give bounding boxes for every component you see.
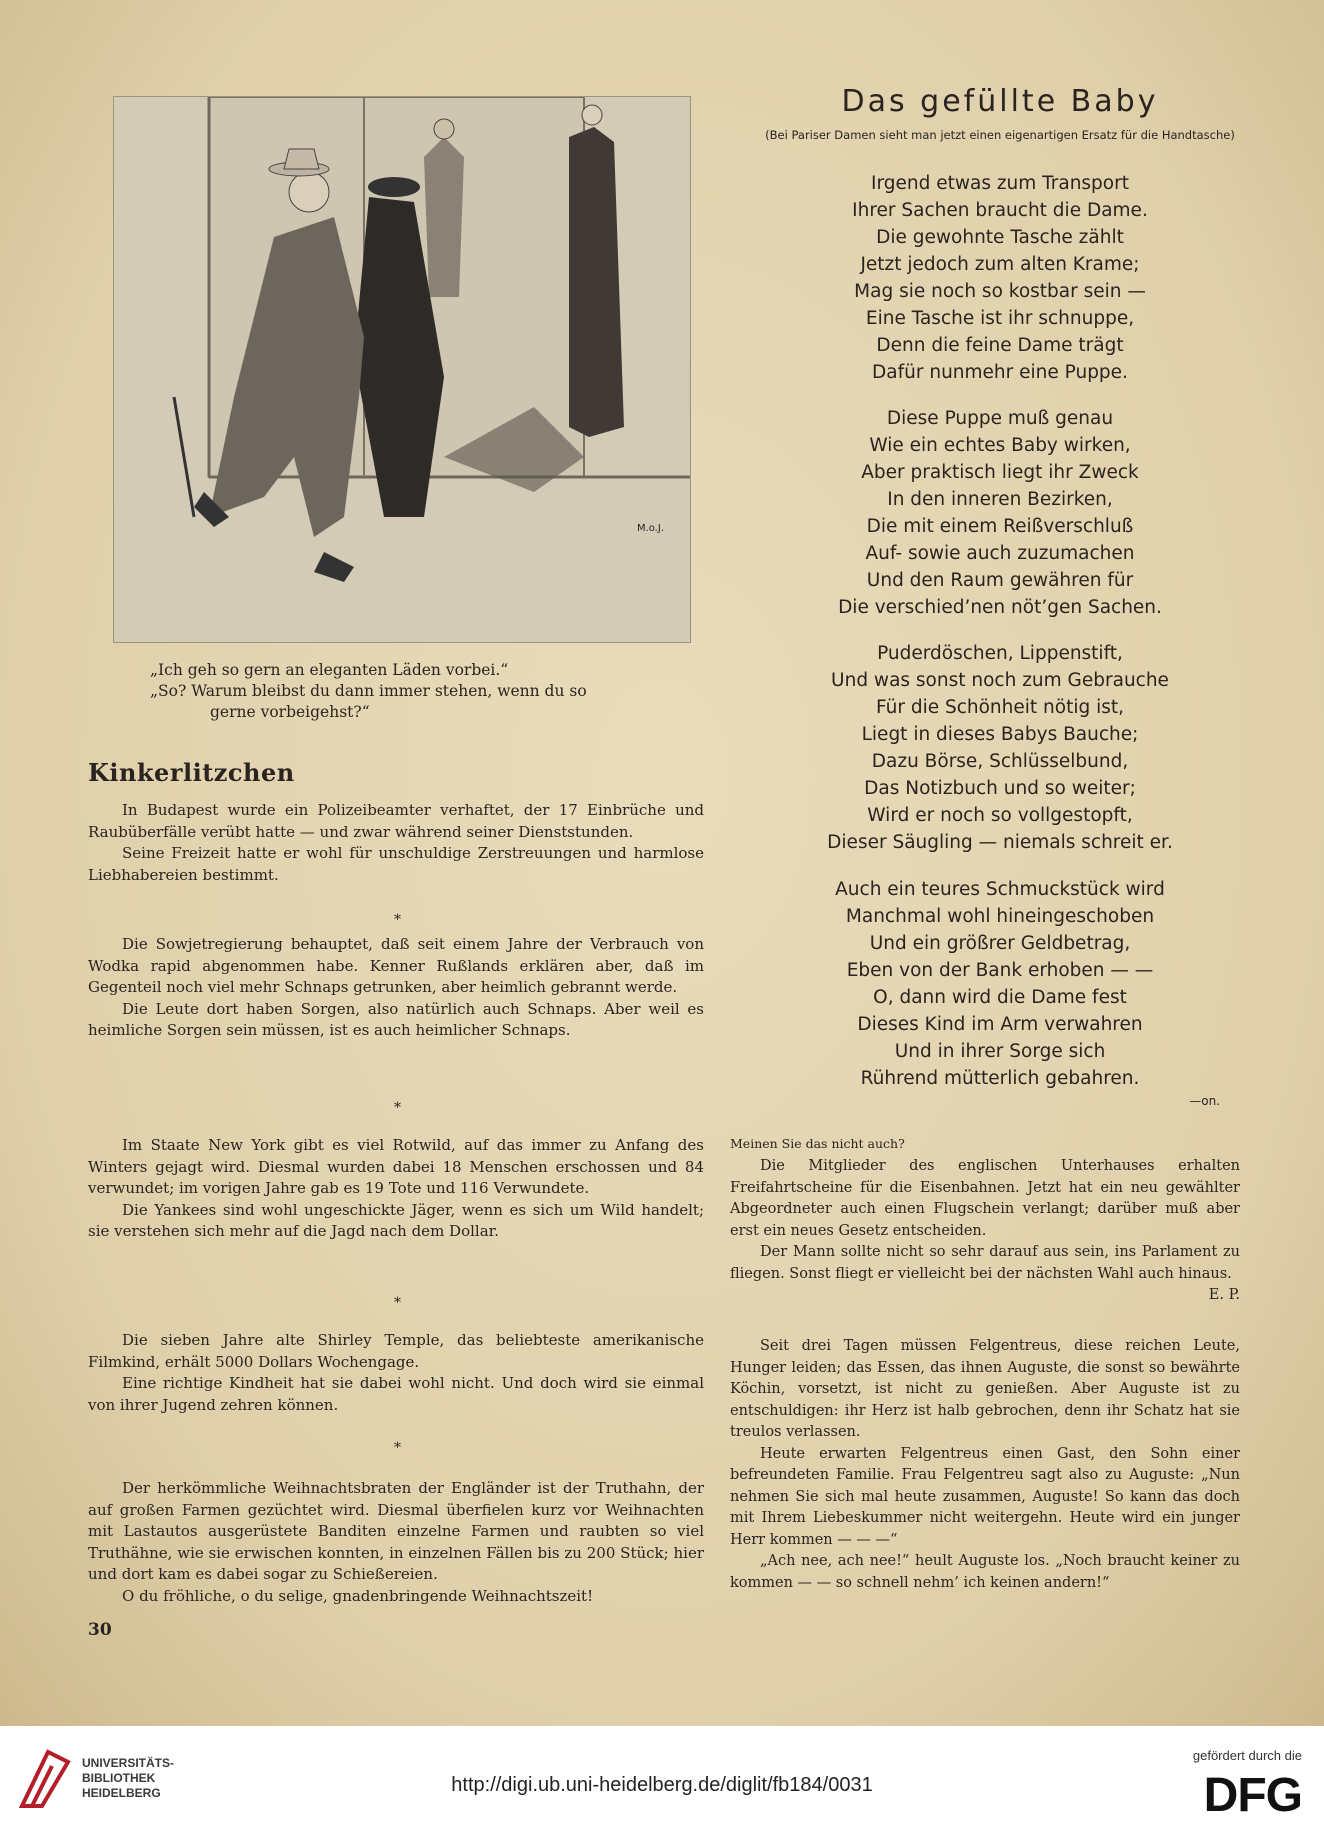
poem-line: O, dann wird die Dame fest — [873, 987, 1127, 1008]
poem-line: Irgend etwas zum Transport — [871, 173, 1129, 194]
paragraph: Die Mitglieder des englischen Unterhauses erhalten Freifahrtscheine für die Eisenbahnen. Jetzt hat ein neu gewählter Abgeordneter auch einen Flugschein verlangt; darüber muß aber erst ein neues Gesetz entscheiden. — [730, 1158, 1240, 1239]
text-block-wodka — [88, 934, 704, 1042]
poem-title: Das gefüllte Baby — [841, 84, 1159, 119]
paragraph: Im Staate New York gibt es viel Rotwild, auf das immer zu Anfang des Winters gejagt wird. Diesmal wurden dabei 18 Menschen erschossen und 84 verwundet; im vorigen Jahre gab es 19 Tote und 116 Verwundete. — [88, 1136, 704, 1197]
poem-line: Für die Schönheit nötig ist, — [875, 697, 1125, 718]
separator-star: * — [394, 1295, 401, 1311]
paragraph: Seine Freizeit hatte er wohl für unschuldige Zerstreuungen und harmlose Liebhabereien bestimmt. — [88, 844, 704, 884]
poem-line: Denn die feine Dame trägt — [876, 335, 1124, 356]
poem-line: In den inneren Bezirken, — [887, 489, 1113, 510]
section-heading: Kinkerlitzchen — [88, 758, 295, 787]
poem-line: Wird er noch so vollgestopft, — [867, 805, 1133, 826]
poem-line: Dieses Kind im Arm verwahren — [857, 1014, 1143, 1035]
poem-stanza-2 — [760, 405, 1240, 621]
library-name-line: HEIDELBERG — [82, 1786, 161, 1800]
poem-line: Mag sie noch so kostbar sein — — [854, 281, 1146, 302]
text-block-felgentreus — [730, 1336, 1240, 1594]
text-block-budapest — [88, 800, 704, 886]
page-number: 30 — [88, 1620, 112, 1640]
poem-stanza-1 — [760, 170, 1240, 386]
text-block-truthahn — [88, 1478, 704, 1607]
paragraph: Der Mann sollte nicht so sehr darauf aus sein, ins Parlament zu fliegen. Sonst fliegt er vielleicht bei der nächsten Wahl auch hinaus. — [730, 1244, 1240, 1282]
text-block-rotwild — [88, 1135, 704, 1243]
poem-stanza-3 — [760, 640, 1240, 856]
separator-star: * — [394, 1440, 401, 1456]
poem-line: Dafür nunmehr eine Puppe. — [872, 362, 1128, 383]
poem-line: Das Notizbuch und so weiter; — [864, 778, 1136, 799]
paragraph: Heute erwarten Felgentreus einen Gast, den Sohn einer befreundeten Familie. Frau Felgentreu sagt also zu Auguste: „Nun nehmen Sie sich mal heute zusammen, Auguste! So kann das doch mit Ihrem Liebeskummer nicht weitergehn. Heute wird ein junger Herr kommen — — —“ — [730, 1445, 1240, 1548]
poem-line: Puderdöschen, Lippenstift, — [877, 643, 1123, 664]
text-block-unterhaus — [730, 1156, 1240, 1307]
illustration — [113, 96, 691, 643]
poem-stanza-4 — [760, 876, 1240, 1092]
poem-line: Ihrer Sachen braucht die Dame. — [852, 200, 1148, 221]
paragraph: Die Yankees sind wohl ungeschickte Jäger, wenn es sich um Wild handelt; sie verstehen sich mehr auf die Jagd nach dem Dollar. — [88, 1200, 704, 1240]
poem-line: Dazu Börse, Schlüsselbund, — [871, 751, 1129, 772]
poem-line: Eine Tasche ist ihr schnuppe, — [865, 308, 1135, 329]
poem-line: Und den Raum gewähren für — [866, 570, 1134, 591]
poem-line: Die verschied’nen nöt’gen Sachen. — [838, 597, 1162, 618]
author-signature: E. P. — [1208, 1287, 1240, 1303]
paragraph: In Budapest wurde ein Polizeibeamter verhaftet, der 17 Einbrüche und Raubüberfälle verübt hatte — und zwar während seiner Dienststunden. — [88, 801, 704, 841]
text-block-shirley — [88, 1330, 704, 1416]
illustration-caption — [150, 660, 660, 723]
poem-line: Manchmal wohl hineingeschoben — [845, 906, 1155, 927]
poem-line: Dieser Säugling — niemals schreit er. — [827, 832, 1173, 853]
paragraph: Seit drei Tagen müssen Felgentreus, diese reichen Leute, Hunger leiden; das Essen, das ihnen Auguste, die sonst so bewährte Köchin, vorsetzt, ist nicht zu genießen. Aber Auguste ist zu entschuldigen: ihr Herz ist halb gebrochen, denn ihr Schatz hat sie treulos verlassen. — [730, 1338, 1240, 1440]
illustration-drawing — [114, 97, 690, 642]
poem-line: Wie ein echtes Baby wirken, — [869, 435, 1131, 456]
poem-line: Eben von der Bank erhoben — — — [846, 960, 1154, 981]
poem-line: Auch ein teures Schmuckstück wird — [835, 879, 1165, 900]
poem-line: Und in ihrer Sorge sich — [894, 1041, 1106, 1062]
poem-line: Aber praktisch liegt ihr Zweck — [861, 462, 1139, 483]
caption-line-3: gerne vorbeigehst?“ — [210, 703, 370, 721]
paragraph: Die Sowjetregierung behauptet, daß seit einem Jahre der Verbrauch von Wodka rapid abgenommen habe. Kenner Rußlands erklären aber, daß im Gegenteil noch viel mehr Schnaps getrunken, aber heimlich gebrannt werde. — [88, 935, 704, 996]
illustration-signature: M.o.J. — [636, 523, 664, 534]
footer-bar — [0, 1726, 1324, 1833]
caption-line-2: „So? Warum bleibst du dann immer stehen, wenn du so — [150, 682, 587, 700]
paragraph: Der herkömmliche Weihnachtsbraten der Engländer ist der Truthahn, der auf großen Farmen gezüchtet wird. Diesmal überfielen kurz vor Weihnachten mit Lastautos ausgerüstete Banditen einzelne Farmen und raubten so viel Truthähne, wie sie erwischen konnten, in einzelnen Fällen bis zu 200 Stück; hier und dort kam es dabei sogar zu Schießereien. — [88, 1479, 704, 1583]
separator-star: * — [394, 1100, 401, 1116]
caption-line-1: „Ich geh so gern an eleganten Läden vorbei.“ — [150, 661, 509, 679]
library-name-line: UNIVERSITÄTS- — [82, 1756, 175, 1770]
poem-line: Und ein größrer Geldbetrag, — [869, 933, 1131, 954]
separator-star: * — [394, 912, 401, 928]
paragraph: Die sieben Jahre alte Shirley Temple, das beliebteste amerikanische Filmkind, erhält 5000 Dollars Wochengage. — [88, 1331, 704, 1371]
poem-line: Die mit einem Reißverschluß — [866, 516, 1134, 537]
paragraph: Eine richtige Kindheit hat sie dabei wohl nicht. Und doch wird sie einmal von ihrer Jugend zehren können. — [88, 1374, 704, 1414]
paragraph: O du fröhliche, o du selige, gnadenbringende Weihnachtszeit! — [122, 1586, 594, 1605]
library-name-line: BIBLIOTHEK — [82, 1771, 156, 1785]
paragraph: „Ach nee, ach nee!“ heult Auguste los. „Noch braucht keiner zu kommen — — so schnell nehm’ ich keinen andern!“ — [730, 1553, 1240, 1591]
poem-line: Jetzt jedoch zum alten Krame; — [860, 254, 1140, 275]
poem-line: Diese Puppe muß genau — [886, 408, 1114, 429]
paragraph: Die Leute dort haben Sorgen, also natürlich auch Schnaps. Aber weil es heimliche Sorgen sein müssen, ist es auch heimlicher Schnaps. — [88, 999, 704, 1039]
poem-signature: —on. — [1189, 1094, 1220, 1108]
source-url[interactable]: http://digi.ub.uni-heidelberg.de/diglit/fb184/0031 — [451, 1774, 873, 1796]
poem-line: Die gewohnte Tasche zählt — [876, 227, 1124, 248]
dfg-logo: DFG — [1203, 1769, 1302, 1822]
poem-line: Liegt in dieses Babys Bauche; — [861, 724, 1139, 745]
meinen-title: Meinen Sie das nicht auch? — [730, 1136, 905, 1151]
poem-line: Und was sonst noch zum Gebrauche — [831, 670, 1169, 691]
poem-line: Rührend mütterlich gebahren. — [860, 1068, 1140, 1089]
poem-subtitle: (Bei Pariser Damen sieht man jetzt einen eigenartigen Ersatz für die Handtasche) — [765, 128, 1235, 142]
poem-line: Auf- sowie auch zuzumachen — [865, 543, 1135, 564]
funding-label: gefördert durch die — [1192, 1748, 1302, 1763]
